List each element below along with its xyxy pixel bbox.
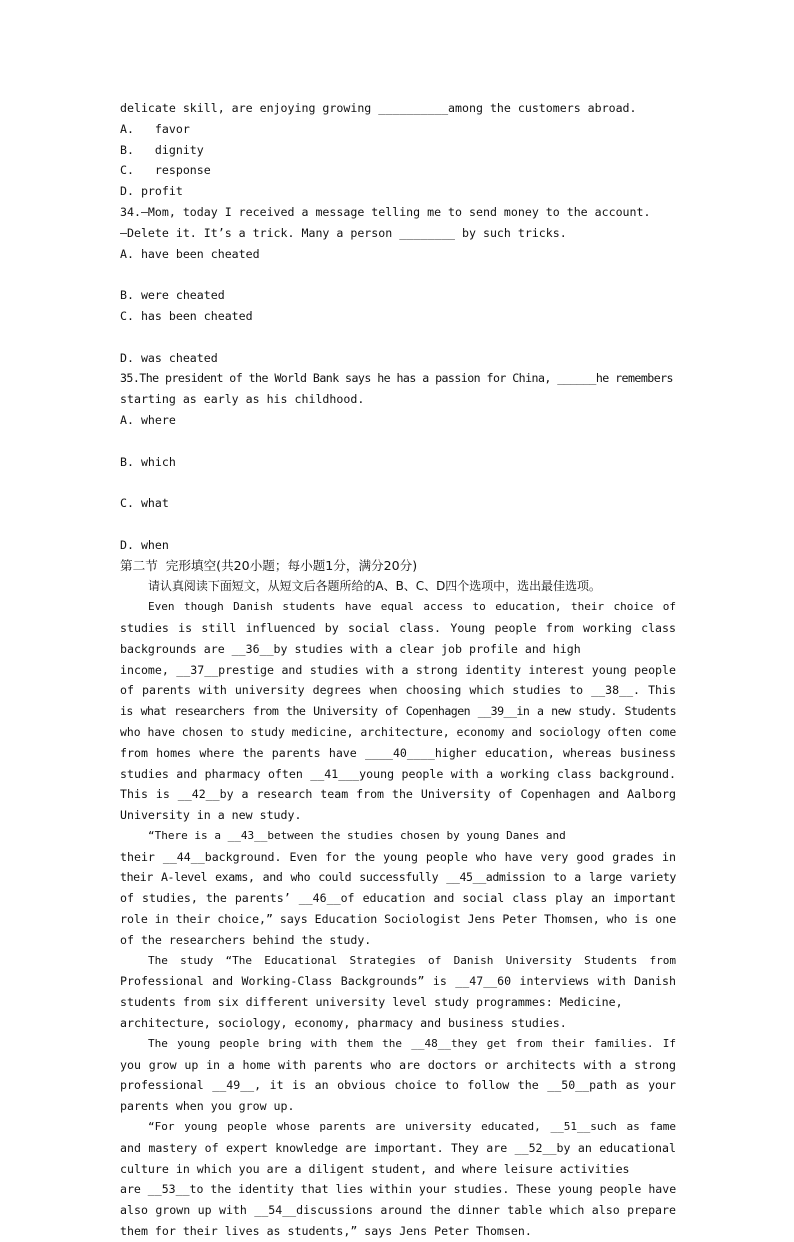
passage-line: “There is a __43__between the studies chosen by young Danes and bbox=[148, 828, 566, 842]
passage-line: role in their choice,” says Education Sociologist Jens Peter Thomsen, who is one bbox=[120, 912, 677, 927]
passage-line: from homes where the parents have ____40____higher education, whereas business bbox=[120, 745, 676, 760]
q35-option-d: D. when bbox=[120, 537, 169, 552]
section-instruction: 请认真阅读下面短文，从短文后各题所给的A、B、C、D四个选项中，选出最佳选项。 bbox=[148, 579, 601, 594]
section-heading: 第二节 完形填空(共20小题；每小题1分，满分20分) bbox=[120, 557, 418, 573]
passage-line: architecture, sociology, economy, pharmacy and business studies. bbox=[120, 1016, 567, 1031]
q34-options-row1 bbox=[120, 244, 676, 306]
q34-option-a: A. have been cheated bbox=[120, 246, 260, 261]
q34-option-c: C. has been cheated bbox=[120, 308, 253, 323]
passage-line: The study “The Educational Strategies of Danish University Students from bbox=[148, 953, 676, 967]
passage-line: University in a new study. bbox=[120, 808, 302, 823]
passage-line: parents when you grow up. bbox=[120, 1099, 295, 1114]
passage-line: students from six different university level study programmes: Medicine, bbox=[120, 995, 623, 1010]
passage-line: Professional and Working-Class Backgrounds” is __47__60 interviews with Danish bbox=[120, 974, 676, 989]
passage-line: backgrounds are __36__by studies with a clear job profile and high bbox=[120, 641, 581, 656]
q33-option-a: A. favor bbox=[120, 121, 190, 136]
passage-line: studies is still influenced by social class. Young people from working class bbox=[120, 620, 676, 635]
exam-page bbox=[120, 98, 676, 1242]
q34-option-b: B. were cheated bbox=[120, 288, 225, 303]
passage-line: and mastery of expert knowledge are important. They are __52__by an educational bbox=[120, 1140, 676, 1155]
passage-line: “For young people whose parents are university educated, __51__such as fame bbox=[148, 1120, 676, 1134]
passage-line: culture in which you are a diligent student, and where leisure activities bbox=[120, 1161, 630, 1176]
passage-line: also grown up with __54__discussions around the dinner table which also prepare bbox=[120, 1203, 676, 1218]
passage-line: of studies, the parents’ __46__of education and social class play an important bbox=[120, 891, 676, 906]
passage-line: their A-level exams, and who could successfully __45__admission to a large variety bbox=[120, 870, 676, 885]
q33-option-c: C. response bbox=[120, 163, 211, 178]
cloze-passage bbox=[120, 597, 676, 1242]
passage-line: of parents with university degrees when choosing which studies to __38__. This bbox=[120, 683, 676, 698]
q33-option-b: B. dignity bbox=[120, 142, 204, 157]
passage-line: Even though Danish students have equal access to education, their choice of bbox=[148, 600, 676, 614]
passage-line: income, __37__prestige and studies with a strong identity interest young people bbox=[120, 662, 676, 677]
q34-stem: 34.—Mom, today I received a message telling me to send money to the account. bbox=[120, 204, 651, 219]
q34-options-row2 bbox=[120, 306, 676, 368]
passage-line: This is __42__by a research team from the University of Copenhagen and Aalborg bbox=[120, 787, 676, 802]
passage-line: who have chosen to study medicine, architecture, economy and sociology often come bbox=[120, 724, 677, 739]
q34-reply: —Delete it. It’s a trick. Many a person ________ by such tricks. bbox=[120, 225, 567, 240]
q35-option-b: B. which bbox=[120, 454, 176, 469]
q35-option-a: A. where bbox=[120, 412, 176, 427]
q33-option-d: D. profit bbox=[120, 184, 183, 199]
q35-option-c: C. what bbox=[120, 496, 169, 511]
q34-option-d: D. was cheated bbox=[120, 350, 218, 365]
q35-options bbox=[120, 410, 676, 556]
passage-line: you grow up in a home with parents who are doctors or architects with a strong bbox=[120, 1057, 676, 1072]
passage-line: are __53__to the identity that lies within your studies. These young people have bbox=[120, 1182, 677, 1197]
passage-line: their __44__background. Even for the young people who have very good grades in bbox=[120, 849, 676, 864]
q33-tail: delicate skill, are enjoying growing __________among the customers abroad. bbox=[120, 101, 637, 115]
passage-line: studies and pharmacy often __41___young people with a working class background. bbox=[120, 766, 676, 781]
passage-line: The young people bring with them the __48__they get from their families. If bbox=[148, 1036, 676, 1050]
q35-stem: 35.The president of the World Bank says he has a passion for China, ______he remembers bbox=[120, 371, 673, 386]
passage-line: is what researchers from the University of Copenhagen __39__in a new study. Students bbox=[120, 704, 676, 719]
q35-cont: starting as early as his childhood. bbox=[120, 392, 365, 407]
passage-line: of the researchers behind the study. bbox=[120, 932, 372, 947]
passage-line: them for their lives as students,” says Jens Peter Thomsen. bbox=[120, 1224, 532, 1239]
passage-line: professional __49__, it is an obvious choice to follow the __50__path as your bbox=[120, 1078, 676, 1093]
